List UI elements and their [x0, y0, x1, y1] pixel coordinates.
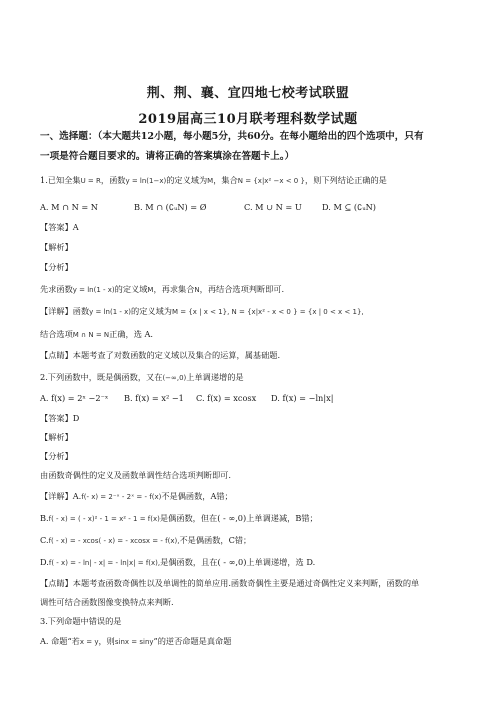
q1-math-function: y = ln(1−x)	[125, 177, 167, 185]
q1-fenxi-math: y = ln(1 - x)	[72, 286, 115, 294]
q3-option-math: sinx = siny	[114, 638, 154, 646]
q3-option-a	[40, 636, 456, 648]
q1-option-b: B. M ∩ (∁ᵤN) = Ø	[134, 202, 207, 212]
q3-option-text: ”的逆否命题是真命题	[153, 636, 232, 646]
q1-stem	[40, 175, 456, 187]
q2-fenxi-text: 由函数奇偶性的定义及函数单调性结合选项判断即可.	[40, 470, 231, 480]
q2-detail-label: C.	[40, 535, 49, 545]
q2-comment-line1: 【点睛】本题考查函数奇偶性以及单调性的简单应用.函数奇偶性主要是通过奇偶性定义来判断，函数的单	[40, 578, 420, 588]
q3-option-text: A. 命题“若	[40, 636, 80, 646]
q2-detail-math: f(- x) = 2⁻ˣ - 2ˣ = - f(x)	[81, 493, 162, 501]
q1-detail-math: M = {x | x < 1}, N = {x|x² - x < 0 } = {x | 0 < x < 1},	[171, 308, 364, 316]
q1-answer: 【答案】A	[40, 222, 79, 232]
q1-detail	[40, 306, 456, 318]
q2-detail-text: 是偶函数，但在( - ∞,0)上单调递减，B错；	[159, 513, 318, 523]
q2-detail-math: f( - x) = - xcos( - x) = - xcosx = - f(x),	[48, 537, 180, 545]
q1-math-set-n: N = {x|x² −x < 0 }	[237, 177, 305, 185]
q2-analysis-label: 【解析】	[40, 432, 73, 442]
q2-detail-label: D.	[40, 557, 49, 567]
q2-detail-text: 不是偶函数，C错；	[179, 535, 252, 545]
q1-detail-text: 的定义域为	[131, 306, 172, 316]
q1-math-universe: U = R	[80, 177, 101, 185]
section-heading-line1: 一、选择题：（本大题共12小题，每小题5分，共60分。在每小题给出的四个选项中，只有	[40, 131, 424, 142]
section-heading-line2: 一项是符合题目要求的。请将正确的答案填涂在答题卡上。）	[40, 151, 295, 162]
q3-stem: 3.下列命题中错误的是	[40, 616, 122, 626]
q1-stem-text: 1.已知全集	[40, 175, 81, 185]
q1-combine-text: 结合选项	[40, 329, 73, 339]
q1-fenxi-label: 【分析】	[40, 262, 73, 272]
q1-option-c: C. M ∪ N = U	[244, 202, 302, 212]
q2-detail-math: f( - x) = - ln| - x| = - ln|x| = f(x),	[48, 559, 161, 567]
q1-fenxi-part: ，再求集合	[153, 284, 195, 294]
q2-option-c: C. f(x) = xcosx	[196, 393, 257, 403]
exam-subtitle: 2019届高三10月联考理科数学试题	[138, 112, 358, 127]
q1-detail-label: 【详解】函数	[40, 306, 90, 316]
q2-detail-text: 是偶函数，且在( - ∞,0)上单调递增，选 D.	[160, 557, 316, 567]
q2-detail-label: B.	[40, 513, 49, 523]
q2-detail-a	[40, 491, 456, 503]
q2-stem-text: 2.下列函数中，既是偶函数，又在	[40, 372, 163, 382]
q2-detail-b	[40, 513, 456, 525]
q2-detail-d	[40, 557, 456, 569]
q3-option-text: ，则	[98, 636, 115, 646]
q2-fenxi-label: 【分析】	[40, 451, 73, 461]
q1-stem-text: 的定义域为	[166, 175, 208, 185]
q1-fenxi-math: N	[194, 286, 200, 294]
q1-math-m: M	[207, 177, 214, 185]
q2-answer: 【答案】D	[40, 413, 80, 423]
q2-detail-math: f( - x) = ( - x)² - 1 = x² - 1 = f(x)	[48, 515, 160, 523]
q2-stem	[40, 372, 456, 384]
q1-option-a: A. M ∩ N = N	[40, 202, 98, 212]
q1-fenxi-text	[40, 284, 456, 296]
q2-math-interval: (−∞,0)	[162, 374, 187, 382]
q1-combine-text: 正确，选 A.	[109, 329, 154, 339]
exam-title: 荆、荆、襄、宜四地七校考试联盟	[146, 86, 350, 101]
q2-detail-c	[40, 535, 456, 547]
q2-comment-line2: 调性可结合函数图像变换特点来判断.	[40, 597, 174, 607]
q1-combine	[40, 329, 456, 341]
q1-fenxi-part: ，再结合选项判断即可.	[199, 284, 285, 294]
q3-option-math: x = y	[79, 638, 99, 646]
q2-option-d: D. f(x) = −ln|x|	[271, 393, 334, 403]
q1-fenxi-part: 的定义域	[114, 284, 148, 294]
q2-option-b: B. f(x) = x² −1	[124, 393, 184, 403]
q1-stem-text: ，集合	[213, 175, 238, 185]
q1-comment: 【点睛】本题考查了对数函数的定义域以及集合的运算，属基础题.	[40, 350, 281, 360]
q1-fenxi-part: 先求函数	[40, 284, 73, 294]
q1-detail-math: y = ln(1 - x)	[89, 308, 132, 316]
q2-detail-text: 不是偶函数，A错；	[161, 491, 233, 501]
q2-detail-label: 【详解】A.	[40, 491, 82, 501]
q1-stem-text: ，则下列结论正确的是	[304, 175, 387, 185]
q1-option-d: D. M ⊆ (∁ᵤN)	[322, 202, 376, 212]
q2-option-a: A. f(x) = 2ˣ −2⁻ˣ	[40, 393, 109, 403]
q1-fenxi-math: M	[147, 286, 154, 294]
q1-stem-text: ，函数	[100, 175, 126, 185]
q1-analysis-label: 【解析】	[40, 242, 73, 252]
q2-stem-text: 上单调递增的是	[186, 372, 244, 382]
q1-combine-math: M ∩ N = N	[72, 331, 110, 339]
